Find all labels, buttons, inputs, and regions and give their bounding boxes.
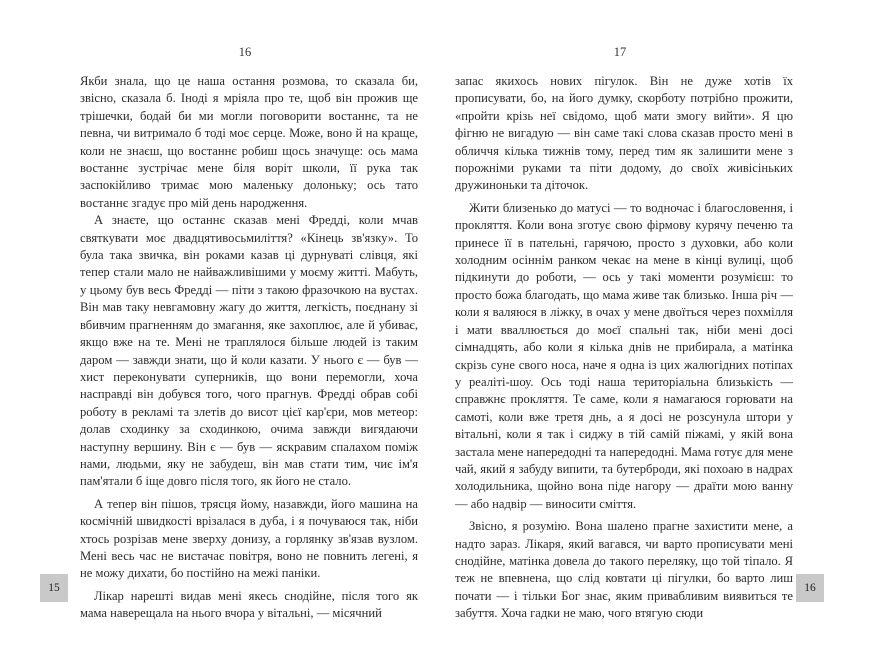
- paragraph: Лікар нарешті видав мені якесь снодійне, після того як мама наверещала на нього вчора у вітальні, — місячний: [80, 588, 418, 621]
- page-number-left: 16: [238, 45, 252, 59]
- paragraph: Жити близенько до матусі — то водночас і благословення, і прокляття. Коли вона зготує свою фірмову курячу печеню та принесе її в пательні, гарячою, просто з духовки, або коли холодним осіннім ранком чекає на мене в кінці вулиці, щоб підкинути до роботи, — ось у такі моменти розумієш: то просто божа благодать, що мама живе так близько. Інша річ — коли я валяюся в ліжку, в очах у мене двоїться через похмілля і мати вваллюється до моєї спальні так, ніби мені досі сімнадцять, або коли я кілька днів не прибирала, а матінка скрізь суне свого носа, наче я одна із цих жалюгідних потіпах у реаліті-шоу. Ось тоді наша територіальна близькість — справжнє прокляття. Те саме, коли я намагаюся горювати на самоті, коли вже третя днь, а я досі не розсунула штори у вітальні, коли я так і сиджу в тій самій піжамі, у якій вона застала мене напередодні та напередодні. Мама готує для мене чай, який я забуду випити, та бутерброди, які похоаю в надрах холодильника, щойно вона піде нагору — драїти мою ванну — або надвір — виносити сміття.: [455, 200, 793, 511]
- paragraph: А знаєте, що останнє сказав мені Фредді, коли мчав святкувати моє двадцятивосьмиліття? «Кінець зв'язку». То була така звичка, він роками казав ці дурнуваті слівця, які тепер стали мало не найважливішими у моєму житті. Мабуть, у цьому був весь Фредді — піти з такою фразочкою на вустах. Він мав таку невгамовну жагу до життя, легкість, поєднану зі вбивчим прагненням до змагання, яке захоплює, але й убиває, якщо вже на те. Мені не траплялося більше людей із таким даром — завжди знати, що й коли казати. У нього є — був — хист переконувати суперників, що вони перемогли, хоча насправді він добувся того, чого прагнув. Фредді обрав собі роботу в рекламі та злетів до висот цієї кар'єри, мов метеор: долав сходинку за сходинкою, очима завжди вигядаючи наступну вершину. Він є — був — яскравим спалахом поміж нами, людьми, яку не забудеш, він мав стати тим, чиє ім'я пам'ятали б іще довго після того, як його не стало.: [80, 213, 418, 489]
- page-tab-left: 15: [40, 574, 68, 602]
- page-number-right: 17: [613, 45, 627, 59]
- paragraph: А тепер він пішов, трясця йому, назавжди, його машина на космічній швидкості врізалася в дуба, і я почуваюся так, ніби хтось розрізав мене зверху донизу, а горлянку зв'язав вузлом. Мені весь час не вистачає повітря, воно не повнить легені, я не можу дихати, бо постійно на межі паніки.: [80, 496, 418, 581]
- right-page-text: [455, 73, 793, 623]
- paragraph: запас якихось нових пігулок. Він не дуже хотів їх прописувати, бо, на його думку, скорботу потрібно прожити, «пройти крізь неї свідомо, щоб мати змогу вийти». Я цю фігню не вигадую — він саме такі слова сказав просто мені в обличчя кілька тижнів тому, перед тим як залишити мене з порожніми руками та піти додому, до своїх живісіньких дружиноньки та діточок.: [455, 74, 793, 193]
- paragraph: Якби знала, що це наша остання розмова, то сказала би, звісно, сказала б. Іноді я мріяла про те, щоб він прожив ще трішечки, бодай би ми могли поговорити востаннє, та не певна, чи витримало б тоді моє серце. Може, воно й на краще, коли не знаєш, що востаннє робиш щось значуще: ось мама востаннє зустрічає мене біля воріт школи, її рука так заспокійливо тримає мою маленьку долоньку; ось тато востаннє згадує про мій день народження.: [80, 74, 418, 210]
- page-tab-right: 16: [796, 574, 824, 602]
- paragraph: Звісно, я розумію. Вона шалено прагне захистити мене, а надто зараз. Лікаря, який вагався, чи варто прописувати мені снодійне, матінка довела до такого переляку, що той тіпало. Я теж не впевнена, що слід ковтати ці пігулки, бо варто лиш почати — і тільки Бог знає, яким привабливим виявиться те забуття. Хоча гадки не маю, чого втягую сюди: [455, 519, 793, 621]
- left-page-text: [80, 73, 418, 623]
